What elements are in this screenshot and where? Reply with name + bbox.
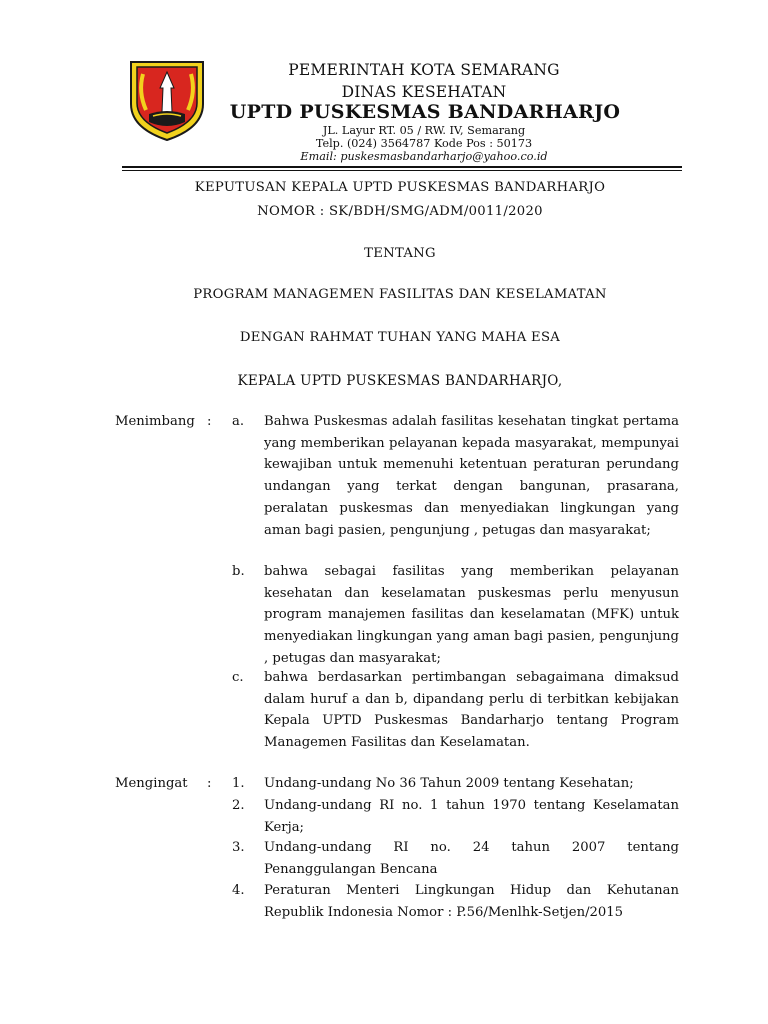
header-government: PEMERINTAH KOTA SEMARANG <box>288 61 560 79</box>
menimbang-mark-c: c. <box>232 670 244 685</box>
header-address: JL. Layur RT. 05 / RW. IV, Semarang <box>322 124 526 137</box>
header-institution: UPTD PUSKESMAS BANDARHARJO <box>229 101 621 123</box>
mengingat-colon: : <box>207 776 212 791</box>
decree-issuer: KEPALA UPTD PUSKESMAS BANDARHARJO, <box>237 373 563 389</box>
decree-subject: PROGRAM MANAGEMEN FASILITAS DAN KESELAMATAN <box>193 287 607 302</box>
header-email: Email: puskesmasbandarharjo@yahoo.co.id <box>300 150 548 163</box>
menimbang-mark-a: a. <box>232 414 245 429</box>
menimbang-item-a: Bahwa Puskesmas adalah fasilitas kesehatan tingkat pertama yang memberikan pelayanan kepada masyarakat, mempunyai kewajiban untuk memenuhi ketentuan peraturan perundang undangan yang terkat dengan bangunan, prasarana, peralatan puskesmas dan menyediakan lingkungan yang aman bagi pasien, pengunjung , petugas dan masyarakat; <box>264 414 679 538</box>
header-phone: Telp. (024) 3564787 Kode Pos : 50173 <box>315 137 533 150</box>
mengingat-item-3: Undang-undang RI no. 24 tahun 2007 tentang Penanggulangan Bencana <box>264 840 679 877</box>
header-agency: DINAS KESEHATAN <box>341 83 507 101</box>
menimbang-item-b: bahwa sebagai fasilitas yang memberikan pelayanan kesehatan dan keselamatan puskesmas perlu menyusun program manajemen fasilitas dan keselamatan (MFK) untuk menyediakan lingkungan yang aman bagi pasien, pengunjung , petugas dan masyarakat; <box>264 564 679 666</box>
decree-title: KEPUTUSAN KEPALA UPTD PUSKESMAS BANDARHARJO <box>194 180 606 195</box>
mengingat-mark-1: 1. <box>232 776 245 791</box>
mengingat-item-2: Undang-undang RI no. 1 tahun 1970 tentang Keselamatan Kerja; <box>264 798 679 835</box>
decree-invocation: DENGAN RAHMAT TUHAN YANG MAHA ESA <box>239 330 561 345</box>
mengingat-item-4: Peraturan Menteri Lingkungan Hidup dan Kehutanan Republik Indonesia Nomor : P.56/Menlhk-Setjen/2015 <box>264 883 679 920</box>
menimbang-colon: : <box>207 414 212 429</box>
mengingat-label: Mengingat <box>115 776 188 791</box>
decree-number: NOMOR : SK/BDH/SMG/ADM/0011/2020 <box>257 204 543 219</box>
mengingat-mark-3: 3. <box>232 840 245 855</box>
mengingat-mark-2: 2. <box>232 798 245 813</box>
header-divider-thin <box>122 170 682 171</box>
menimbang-label: Menimbang <box>115 414 195 429</box>
menimbang-item-c: bahwa berdasarkan pertimbangan sebagaimana dimaksud dalam huruf a dan b, dipandang perlu di terbitkan kebijakan Kepala UPTD Puskesmas Bandarharjo tentang Program Managemen Fasilitas dan Keselamatan. <box>264 670 679 751</box>
mengingat-mark-4: 4. <box>232 883 245 898</box>
mengingat-item-1: Undang-undang No 36 Tahun 2009 tentang Kesehatan; <box>264 776 634 791</box>
decree-tentang: TENTANG <box>364 246 436 261</box>
header-divider-thick <box>122 166 682 168</box>
city-emblem-icon <box>127 58 207 142</box>
menimbang-mark-b: b. <box>232 564 245 579</box>
